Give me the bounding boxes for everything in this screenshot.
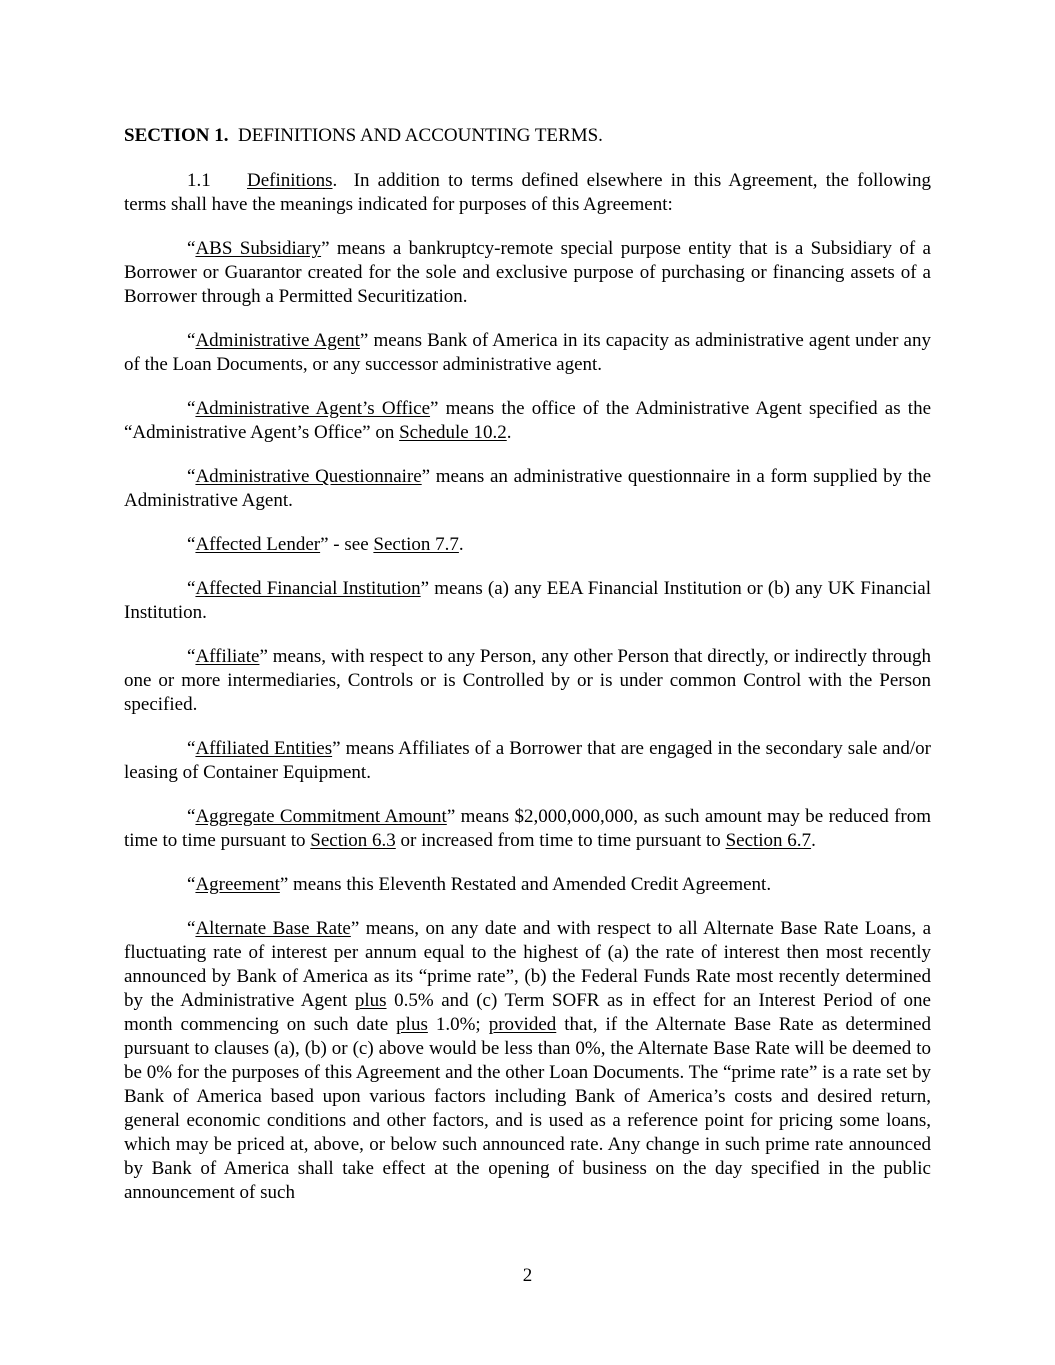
definition-text: means this Eleventh Restated and Amended Credit Agreement.: [288, 874, 772, 895]
section-heading: [124, 124, 931, 148]
defined-term: Affected Financial Institution: [195, 578, 421, 599]
defined-term: Affected Lender: [195, 534, 321, 555]
page-number: 2: [522, 1265, 533, 1286]
emphasis-plus: plus: [396, 1014, 428, 1035]
emphasis-plus: plus: [354, 990, 387, 1011]
clause-number: 1.1: [187, 170, 211, 191]
definition-administrative-agents-office: “Administrative Agent’s Office” means the office of the Administrative Agent specified as the “Administrative Agent’s Office” on Schedule 10.2.: [124, 398, 931, 443]
definition-text: means $2,000,000,000, as such amount may be reduced from time to time pursuant to: [124, 806, 932, 851]
definition-text: means an administrative questionnaire in a form supplied by the Administrative Agent.: [124, 466, 932, 511]
definition-aggregate-commitment-amount: “Aggregate Commitment Amount” means $2,000,000,000, as such amount may be reduced from time to time pursuant to Section 6.3 or increased from time to time pursuant to Section 6.7.: [124, 806, 932, 851]
cross-reference: Section 6.3: [310, 830, 396, 851]
defined-term: Administrative Questionnaire: [195, 466, 422, 487]
definition-text: means Affiliates of a Borrower that are engaged in the secondary sale and/or leasing of Container Equipment.: [124, 738, 931, 783]
defined-term: Agreement: [195, 874, 280, 895]
cross-reference: Section 6.7: [725, 830, 812, 851]
definition-text: means a bankruptcy-remote special purpose entity that is a Subsidiary of a Borrower or Guarantor created for the sole and exclusive purpose of purchasing or financing assets of a Borrower through a Permitted Securitization.: [124, 238, 931, 307]
defined-term: Administrative Agent’s Office: [195, 398, 431, 419]
definition-affiliate: “Affiliate” means, with respect to any Person, any other Person that directly, or indirectly through one or more intermediaries, Controls or is Controlled by or is under common Control with the Person specified.: [124, 646, 931, 715]
document-page: [124, 124, 931, 1225]
intro-paragraph: 1.1 Definitions. In addition to terms defined elsewhere in this Agreement, the following terms shall have the meanings indicated for purposes of this Agreement:: [124, 170, 932, 215]
section-title: DEFINITIONS AND ACCOUNTING TERMS.: [238, 125, 603, 146]
defined-term: Affiliate: [195, 646, 260, 667]
defined-term: Aggregate Commitment Amount: [195, 806, 447, 827]
clause-heading: Definitions: [247, 170, 333, 191]
emphasis-provided: provided: [488, 1014, 557, 1035]
definition-agreement: “Agreement” means this Eleventh Restated and Amended Credit Agreement.: [187, 874, 772, 895]
definition-affected-financial-institution: “Affected Financial Institution” means (a) any EEA Financial Institution or (b) any UK Financial Institution.: [124, 578, 931, 623]
definition-administrative-questionnaire: “Administrative Questionnaire” means an administrative questionnaire in a form supplied by the Administrative Agent.: [124, 466, 932, 511]
definition-affiliated-entities: “Affiliated Entities” means Affiliates of a Borrower that are engaged in the secondary sale and/or leasing of Container Equipment.: [124, 738, 931, 783]
definition-text: means, with respect to any Person, any other Person that directly, or indirectly through one or more intermediaries, Controls or is Controlled by or is under common Control with the Person specified.: [124, 646, 931, 715]
definition-text: means, on any date and with respect to all Alternate Base Rate Loans, a fluctuating rate of interest per annum equal to the highest of (a) the rate of interest then most recently announced by Bank of America as its “prime rate”, (b) the Federal Funds Rate most recently determined by the Administrative Agent: [124, 918, 932, 1011]
definition-alternate-base-rate: “Alternate Base Rate” means, on any date and with respect to all Alternate Base Rate Loans, a fluctuating rate of interest per annum equal to the highest of (a) the rate of interest then most recently announced by Bank of America as its “prime rate”, (b) the Federal Funds Rate most recently determined by the Administrative Agent plus 0.5% and (c) Term SOFR as in effect for an Interest Period of one month commencing on such date plus 1.0%; provided that, if the Alternate Base Rate as determined pursuant to clauses (a), (b) or (c) above would be less than 0%, the Alternate Base Rate will be deemed to be 0% for the purposes of this Agreement and the other Loan Documents. The “prime rate” is a rate set by Bank of America based upon various factors including Bank of America’s costs and desired return, general economic conditions and other factors, and is used as a reference point for pricing some loans, which may be priced at, above, or below such announced rate. Any change in such prime rate announced by Bank of America shall take effect at the opening of business on the day specified in the public announcement of such: [124, 918, 932, 1203]
defined-term: Administrative Agent: [195, 330, 360, 351]
defined-term: ABS Subsidiary: [195, 238, 322, 259]
defined-term: Affiliated Entities: [195, 738, 333, 759]
definition-text: - see: [328, 534, 374, 555]
definition-administrative-agent: “Administrative Agent” means Bank of America in its capacity as administrative agent under any of the Loan Documents, or any successor administrative agent.: [124, 330, 931, 375]
intro-text: In addition to terms defined elsewhere in this Agreement, the following terms shall have the meanings indicated for purposes of this Agreement:: [124, 170, 932, 215]
definition-text: means Bank of America in its capacity as administrative agent under any of the Loan Documents, or any successor administrative agent.: [124, 330, 931, 375]
section-label: SECTION 1.: [124, 125, 229, 146]
definition-abs-subsidiary: “ABS Subsidiary” means a bankruptcy-remote special purpose entity that is a Subsidiary of a Borrower or Guarantor created for the sole and exclusive purpose of purchasing or financing assets of a Borrower through a Permitted Securitization.: [124, 238, 931, 307]
cross-reference: Section 7.7: [373, 534, 459, 555]
defined-term: Alternate Base Rate: [195, 918, 351, 939]
definition-affected-lender: “Affected Lender” - see Section 7.7.: [187, 534, 464, 555]
cross-reference: Schedule 10.2: [399, 422, 507, 443]
definition-text: means the office of the Administrative Agent specified as the “Administrative Agent’s Office” on: [124, 398, 931, 443]
definition-text: means (a) any EEA Financial Institution or (b) any UK Financial Institution.: [124, 578, 931, 623]
